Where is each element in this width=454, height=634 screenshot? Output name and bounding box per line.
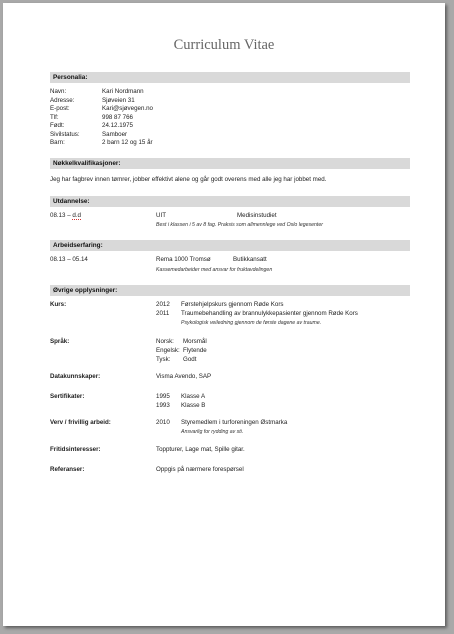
personalia-value: Kari Nordmann [102, 88, 144, 95]
referanser-label: Referanser: [50, 466, 85, 473]
kurs-text: Førstehjelpskurs gjennom Røde Kors [181, 301, 284, 308]
data-label: Datakunnskaper: [50, 373, 101, 380]
document-page [3, 3, 445, 626]
verv-year: 2010 [156, 419, 170, 426]
referanser-value: Oppgis på nærmere forespørsel [156, 466, 244, 473]
period-end: d.d [72, 212, 81, 219]
work-place: Rema 1000 Tromsø [156, 256, 211, 263]
section-label: Nøkkelkvalifikasjoner: [53, 160, 121, 167]
kurs-note: Psykologisk veiledning gjennom de første dagene av traume. [181, 320, 322, 326]
fritid-value: Toppturer, Lage mat, Spille gitar. [156, 446, 245, 453]
section-header-personalia [50, 72, 410, 83]
personalia-value: Kari@sjøvegen.no [102, 105, 153, 112]
personalia-label: E-post: [50, 105, 70, 112]
work-note: Kassemedarbeider med ansvar for fruktavdelingen [156, 267, 273, 273]
period-start: 08.13 – [50, 212, 71, 219]
section-label: Arbeidserfaring: [53, 242, 103, 249]
section-header-utdannelse [50, 196, 410, 207]
sert-year: 1993 [156, 402, 170, 409]
verv-label: Verv / frivillig arbeid: [50, 419, 111, 426]
sprak-lang: Tysk: [156, 356, 171, 363]
sertifikater-label: Sertifikater: [50, 393, 85, 400]
sprak-label: Språk: [50, 338, 70, 345]
verv-note: Ansvarlig for rydding av sti. [181, 429, 244, 435]
education-place: UIT [156, 212, 166, 219]
sert-text: Klasse A [181, 393, 206, 400]
work-role: Butikkansatt [233, 256, 267, 263]
personalia-label: Sivilstatus: [50, 130, 80, 138]
sprak-level: Flytende [183, 347, 207, 354]
sprak-level: Morsmål [183, 338, 207, 345]
sprak-level: Godt [183, 356, 197, 363]
personalia-value: Samboer [102, 130, 128, 138]
sert-year: 1995 [156, 393, 170, 400]
fritid-label: Fritidsinteresser: [50, 446, 101, 453]
section-header-arbeidserfaring [50, 240, 410, 251]
personalia-value: 24.12.1975 [102, 122, 133, 129]
section-label: Utdannelse: [53, 198, 90, 205]
kurs-year: 2012 [156, 301, 170, 308]
kurs-year: 2011 [156, 310, 170, 317]
personalia-value: Sjøveien 31 [102, 96, 135, 104]
section-header-ovrige [50, 285, 410, 296]
personalia-label: Adresse: [50, 96, 75, 104]
kurs-text: Traumebehandling av brannulykkepasienter gjennom Røde Kors [181, 310, 358, 317]
cv-title: Curriculum Vitae [173, 37, 275, 53]
qualifications-text: Jeg har fagbrev innen tømrer, jobber effektivt alene og går godt overens med alle jeg har jobbet med. [50, 176, 327, 183]
data-value: Visma Avendo, SAP [156, 373, 212, 380]
education-field: Medisinstudiet [237, 212, 277, 219]
section-label: Øvrige opplysninger: [53, 287, 118, 294]
personalia-label: Navn: [50, 88, 67, 95]
personalia-label: Tlf: [50, 113, 59, 121]
verv-text: Styremedlem i turforeningen Østmarka [181, 419, 288, 426]
sprak-lang: Engelsk: [156, 347, 180, 354]
education-period [50, 212, 81, 221]
education-note: Best i klassen i 5 av 8 fag. Praksis som allmennlege ved Oslo legesenter [156, 222, 323, 228]
section-header-nokkelkvalifikasjoner [50, 158, 410, 169]
work-period: 08.13 – 05.14 [50, 256, 88, 263]
kurs-label: Kurs: [50, 301, 67, 308]
personalia-label: Født: [50, 122, 65, 129]
section-label: Personalia: [53, 74, 88, 81]
personalia-value: 998 87 766 [102, 113, 133, 121]
personalia-label: Barn: [50, 139, 65, 146]
sert-text: Klasse B [181, 402, 206, 409]
personalia-value: 2 barn 12 og 15 år [102, 139, 153, 146]
sprak-lang: Norsk: [156, 338, 174, 345]
